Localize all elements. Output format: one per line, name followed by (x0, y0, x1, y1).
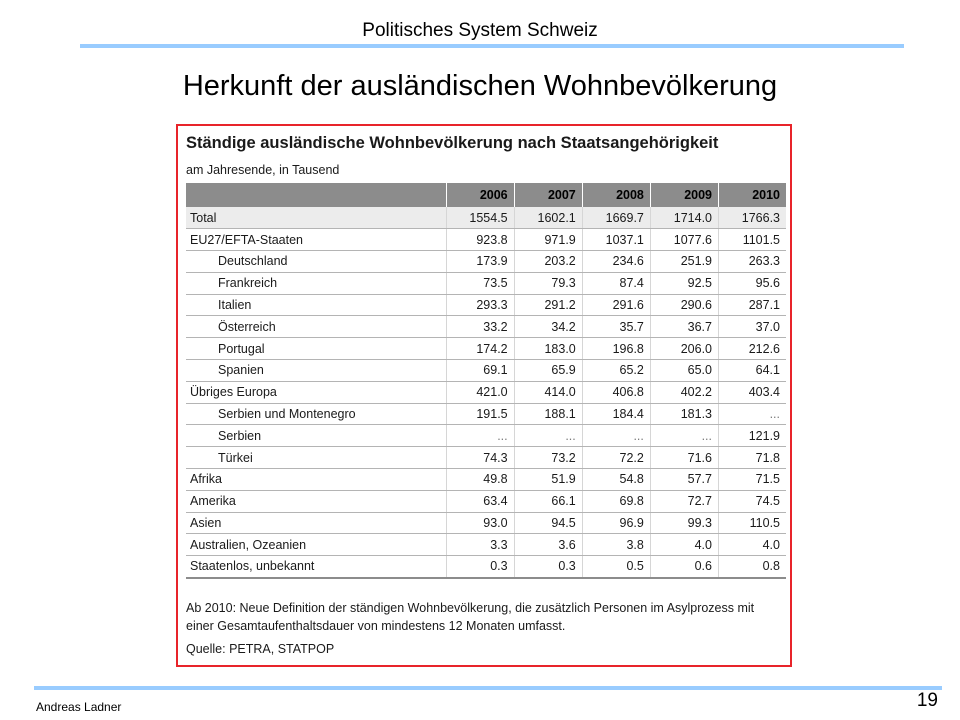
column-header: 2010 (719, 183, 787, 207)
table-cell: 293.3 (446, 294, 514, 316)
author-name: Andreas Ladner (36, 700, 122, 714)
table-cell: 971.9 (514, 229, 582, 251)
header-title: Politisches System Schweiz (362, 20, 598, 41)
table-cell: 79.3 (514, 272, 582, 294)
table-cell: 1714.0 (650, 207, 718, 229)
column-header: 2007 (514, 183, 582, 207)
row-label: Deutschland (186, 251, 446, 273)
table-cell: 63.4 (446, 490, 514, 512)
row-label: Afrika (186, 469, 446, 491)
table-cell: 414.0 (514, 381, 582, 403)
table-cell: 263.3 (719, 251, 787, 273)
table-cell: 65.2 (582, 360, 650, 382)
row-label: Serbien (186, 425, 446, 447)
row-label: Frankreich (186, 272, 446, 294)
slide-title: Herkunft der ausländischen Wohnbevölkerung (182, 70, 778, 102)
table-cell: 110.5 (719, 512, 787, 534)
table-cell: 1101.5 (719, 229, 787, 251)
row-label: Asien (186, 512, 446, 534)
table-cell: ... (446, 425, 514, 447)
table-cell: 65.9 (514, 360, 582, 382)
table-cell: 0.3 (446, 556, 514, 578)
table-cell: 36.7 (650, 316, 718, 338)
table-cell: 94.5 (514, 512, 582, 534)
table-cell: 188.1 (514, 403, 582, 425)
table-row (186, 294, 786, 316)
table-cell: 203.2 (514, 251, 582, 273)
table-cell: 93.0 (446, 512, 514, 534)
table-body (186, 207, 786, 578)
table-row (186, 425, 786, 447)
table-cell: 0.6 (650, 556, 718, 578)
table-cell: 0.5 (582, 556, 650, 578)
table-cell: 74.3 (446, 447, 514, 469)
table-cell: 1602.1 (514, 207, 582, 229)
table-source: Quelle: PETRA, STATPOP (186, 642, 335, 656)
table-cell: 73.2 (514, 447, 582, 469)
table-cell: 3.6 (514, 534, 582, 556)
table-cell: 95.6 (719, 272, 787, 294)
page-number: 19 (916, 690, 938, 711)
table-row (186, 229, 786, 251)
table-header-label (186, 183, 446, 207)
table-cell: ... (514, 425, 582, 447)
table-cell: 33.2 (446, 316, 514, 338)
table-row (186, 490, 786, 512)
table-cell: 291.6 (582, 294, 650, 316)
table-cell: 3.8 (582, 534, 650, 556)
table-cell: 37.0 (719, 316, 787, 338)
table-cell: 403.4 (719, 381, 787, 403)
table-cell: 402.2 (650, 381, 718, 403)
table-row (186, 381, 786, 403)
table-row (186, 251, 786, 273)
table-cell: 69.8 (582, 490, 650, 512)
table-cell: 57.7 (650, 469, 718, 491)
table-cell: 73.5 (446, 272, 514, 294)
table-cell: 421.0 (446, 381, 514, 403)
row-label: Total (186, 207, 446, 229)
table-cell: 184.4 (582, 403, 650, 425)
table-row (186, 469, 786, 491)
table-cell: 71.6 (650, 447, 718, 469)
table-cell: 183.0 (514, 338, 582, 360)
table-cell: 4.0 (719, 534, 787, 556)
row-label: Portugal (186, 338, 446, 360)
table-cell: 1554.5 (446, 207, 514, 229)
table-footnote: Ab 2010: Neue Definition der ständigen Wohnbevölkerung, die zusätzlich Personen im Asylprozess mit einer Gesamtaufenthaltsdauer von mindestens 12 Monaten umfasst. (186, 601, 755, 633)
column-header: 2008 (582, 183, 650, 207)
table-row (186, 403, 786, 425)
table-cell: 0.8 (719, 556, 787, 578)
table-cell: 406.8 (582, 381, 650, 403)
table-cell: 34.2 (514, 316, 582, 338)
table-cell: ... (719, 403, 787, 425)
table-row (186, 534, 786, 556)
table-cell: 92.5 (650, 272, 718, 294)
table-cell: 1077.6 (650, 229, 718, 251)
table-cell: 1766.3 (719, 207, 787, 229)
table-cell: 87.4 (582, 272, 650, 294)
table-cell: 96.9 (582, 512, 650, 534)
table-cell: 71.5 (719, 469, 787, 491)
row-label: Türkei (186, 447, 446, 469)
table-cell: ... (582, 425, 650, 447)
row-label: Italien (186, 294, 446, 316)
row-label: Australien, Ozeanien (186, 534, 446, 556)
table-cell: 1669.7 (582, 207, 650, 229)
table-cell: 173.9 (446, 251, 514, 273)
table-row (186, 316, 786, 338)
table-cell: 196.8 (582, 338, 650, 360)
row-label: Österreich (186, 316, 446, 338)
row-label: Spanien (186, 360, 446, 382)
table-cell: 35.7 (582, 316, 650, 338)
row-label: Amerika (186, 490, 446, 512)
top-divider (80, 44, 904, 48)
bottom-divider (34, 686, 942, 690)
table-cell: 69.1 (446, 360, 514, 382)
table-cell: 49.8 (446, 469, 514, 491)
table-cell: 66.1 (514, 490, 582, 512)
table-row (186, 207, 786, 229)
table-cell: 1037.1 (582, 229, 650, 251)
table-cell: 64.1 (719, 360, 787, 382)
table-cell: 71.8 (719, 447, 787, 469)
table-cell: 291.2 (514, 294, 582, 316)
table-cell: 174.2 (446, 338, 514, 360)
table-row (186, 272, 786, 294)
table-cell: 99.3 (650, 512, 718, 534)
row-label: EU27/EFTA-Staaten (186, 229, 446, 251)
table-cell: 121.9 (719, 425, 787, 447)
table-cell: 3.3 (446, 534, 514, 556)
table-cell: ... (650, 425, 718, 447)
row-label: Serbien und Montenegro (186, 403, 446, 425)
table-cell: 191.5 (446, 403, 514, 425)
table-cell: 72.2 (582, 447, 650, 469)
table-cell: 923.8 (446, 229, 514, 251)
table-row (186, 338, 786, 360)
table-cell: 212.6 (719, 338, 787, 360)
table-row (186, 556, 786, 578)
population-table (186, 183, 786, 579)
table-row (186, 360, 786, 382)
table-cell: 251.9 (650, 251, 718, 273)
table-subtitle: am Jahresende, in Tausend (186, 163, 340, 177)
table-cell: 65.0 (650, 360, 718, 382)
column-header: 2006 (446, 183, 514, 207)
table-cell: 287.1 (719, 294, 787, 316)
column-header: 2009 (650, 183, 718, 207)
table-row (186, 447, 786, 469)
table-cell: 181.3 (650, 403, 718, 425)
table-cell: 234.6 (582, 251, 650, 273)
table-cell: 206.0 (650, 338, 718, 360)
row-label: Übriges Europa (186, 381, 446, 403)
table-cell: 74.5 (719, 490, 787, 512)
table-cell: 72.7 (650, 490, 718, 512)
table-cell: 54.8 (582, 469, 650, 491)
table-header-row (186, 183, 786, 207)
table-title: Ständige ausländische Wohnbevölkerung nach Staatsangehörigkeit (186, 134, 719, 152)
row-label: Staatenlos, unbekannt (186, 556, 446, 578)
table-cell: 290.6 (650, 294, 718, 316)
table-cell: 0.3 (514, 556, 582, 578)
statistics-table-figure (176, 124, 792, 667)
table-row (186, 512, 786, 534)
table-cell: 4.0 (650, 534, 718, 556)
table-cell: 51.9 (514, 469, 582, 491)
